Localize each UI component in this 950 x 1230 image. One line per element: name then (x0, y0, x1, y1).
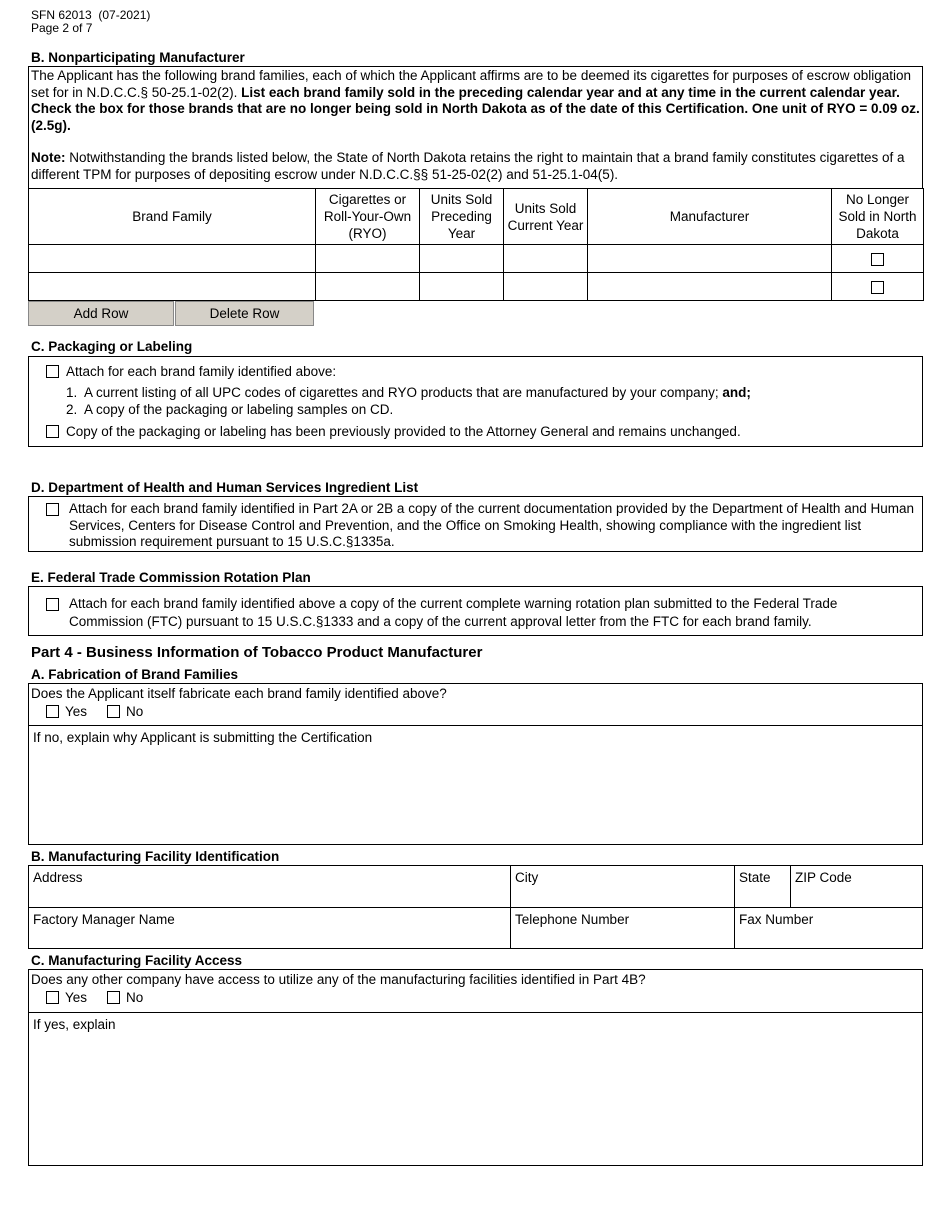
form-header (31, 9, 150, 35)
col-units-current: Units Sold Current Year (504, 189, 588, 245)
packaging-attach-option (46, 364, 336, 379)
cig-or-ryo-cell[interactable] (316, 245, 420, 273)
address-field[interactable] (28, 865, 511, 908)
part4-c-title: C. Manufacturing Facility Access (31, 953, 243, 968)
units-preceding-cell[interactable] (420, 245, 504, 273)
facility-access-yes-checkbox[interactable] (46, 991, 59, 1004)
zip-label: ZIP Code (795, 870, 852, 885)
telephone-label: Telephone Number (515, 912, 630, 927)
city-label: City (515, 870, 539, 885)
facility-access-no-checkbox[interactable] (107, 991, 120, 1004)
col-units-preceding: Units Sold Preceding Year (420, 189, 504, 245)
form-id: SFN 62013 (07-2021) (31, 8, 151, 22)
cig-or-ryo-cell[interactable] (316, 273, 420, 301)
state-field[interactable] (734, 865, 791, 908)
packaging-attach-label: Attach for each brand family identified above: (66, 364, 337, 379)
ingredient-list-checkbox[interactable] (46, 503, 59, 516)
section-b-intro-box (28, 66, 923, 189)
intro-plain: The Applicant has the following brand families, each of which the Applicant affirms are to be deemed its cigarettes for purposes of escrow obligation set for in N.D.C.C.§ 50-25.1-02(2). (31, 68, 911, 100)
yes-label: Yes (65, 990, 88, 1005)
fax-field[interactable] (734, 907, 923, 949)
ingredient-list-text: Attach for each brand family identified in Part 2A or 2B a copy of the current documentation provided by the Department of Health and Human Services, Centers for Disease Control and Prevention, and the Office on Smoking Health, showing compliance with the ingredient list submission requirement pursuant to 15 U.S.C.§1335a. (69, 501, 914, 549)
units-current-cell[interactable] (504, 245, 588, 273)
fabrication-yes-checkbox[interactable] (46, 705, 59, 718)
item-text-bold: and; (722, 385, 751, 400)
city-field[interactable] (510, 865, 735, 908)
facility-access-question: Does any other company have access to utilize any of the manufacturing facilities identified in Part 4B? (31, 972, 646, 987)
table-header-row (29, 189, 924, 245)
section-b-title: B. Nonparticipating Manufacturer (31, 50, 245, 65)
delete-row-button[interactable]: Delete Row (175, 301, 314, 326)
brand-family-cell[interactable] (29, 245, 316, 273)
item-number: 1. (66, 385, 78, 400)
page-number: Page 2 of 7 (31, 21, 93, 35)
packaging-item-1 (66, 385, 751, 400)
section-d-title: D. Department of Health and Human Services Ingredient List (31, 480, 419, 495)
fabrication-yes-no (46, 704, 143, 719)
intro-bold: List each brand family sold in the preceding calendar year and at any time in the current calendar year. Check the box for those brands that are no longer being sold in North Dakota as of the date of this Certification. One unit of RYO = 0.09 oz. (2.5g). (31, 84, 920, 133)
col-cig-or-ryo: Cigarettes or Roll-Your-Own (RYO) (316, 189, 420, 245)
add-row-button[interactable]: Add Row (28, 301, 174, 326)
packaging-item-2 (66, 402, 393, 417)
col-brand-family: Brand Family (29, 189, 316, 245)
packaging-attach-checkbox[interactable] (46, 365, 59, 378)
no-longer-sold-checkbox[interactable] (871, 281, 884, 294)
fabrication-explain-field[interactable] (28, 725, 923, 845)
part4-a-title: A. Fabrication of Brand Families (31, 667, 239, 682)
no-label: No (126, 990, 144, 1005)
zip-field[interactable] (790, 865, 923, 908)
item-text: A copy of the packaging or labeling samples on CD. (84, 402, 394, 417)
fabrication-no-checkbox[interactable] (107, 705, 120, 718)
manufacturer-cell[interactable] (588, 273, 832, 301)
no-longer-sold-checkbox[interactable] (871, 253, 884, 266)
yes-label: Yes (65, 704, 88, 719)
factory-manager-field[interactable] (28, 907, 511, 949)
col-manufacturer: Manufacturer (588, 189, 832, 245)
fax-label: Fax Number (739, 912, 814, 927)
brand-family-table (28, 188, 924, 301)
item-number: 2. (66, 402, 78, 417)
facility-access-explain-label: If yes, explain (33, 1017, 116, 1032)
section-b-note (29, 134, 922, 183)
fabrication-explain-label: If no, explain why Applicant is submitting the Certification (33, 730, 373, 745)
address-label: Address (33, 870, 83, 885)
packaging-previously-provided-option (46, 424, 741, 439)
part4-b-title: B. Manufacturing Facility Identification (31, 849, 280, 864)
facility-access-explain-field[interactable] (28, 1012, 923, 1166)
brand-family-cell[interactable] (29, 273, 316, 301)
packaging-previously-provided-label: Copy of the packaging or labeling has been previously provided to the Attorney General and remains unchanged. (66, 424, 741, 439)
rotation-plan-checkbox[interactable] (46, 598, 59, 611)
packaging-previously-provided-checkbox[interactable] (46, 425, 59, 438)
telephone-field[interactable] (510, 907, 735, 949)
no-label: No (126, 704, 144, 719)
manufacturer-cell[interactable] (588, 245, 832, 273)
state-label: State (739, 870, 771, 885)
table-row (29, 245, 924, 273)
note-label: Note: (31, 150, 66, 165)
units-preceding-cell[interactable] (420, 273, 504, 301)
no-longer-sold-cell (832, 245, 924, 273)
factory-manager-label: Factory Manager Name (33, 912, 175, 927)
units-current-cell[interactable] (504, 273, 588, 301)
fabrication-question: Does the Applicant itself fabricate each brand family identified above? (31, 686, 447, 701)
section-b-intro (29, 67, 922, 134)
rotation-plan-text: Attach for each brand family identified above a copy of the current complete warning rotation plan submitted to the Federal Trade Commission (FTC) pursuant to 15 U.S.C.§1333 and a copy of the current approval letter from the FTC for each brand family. (69, 596, 838, 629)
facility-access-yes-no (46, 990, 143, 1005)
item-text: A current listing of all UPC codes of cigarettes and RYO products that are manufactured by your company; (84, 385, 719, 400)
section-c-title: C. Packaging or Labeling (31, 339, 193, 354)
table-row (29, 273, 924, 301)
part4-title: Part 4 - Business Information of Tobacco Product Manufacturer (31, 644, 483, 661)
note-text: Notwithstanding the brands listed below, the State of North Dakota retains the right to maintain that a brand family constitutes cigarettes of a different TPM for purposes of depositing escrow under N.D.C.C.§§ 51-25-02(2) and 51-25.1-04(5). (31, 150, 905, 182)
no-longer-sold-cell (832, 273, 924, 301)
col-no-longer-sold: No Longer Sold in North Dakota (832, 189, 924, 245)
section-e-title: E. Federal Trade Commission Rotation Plan (31, 570, 311, 585)
